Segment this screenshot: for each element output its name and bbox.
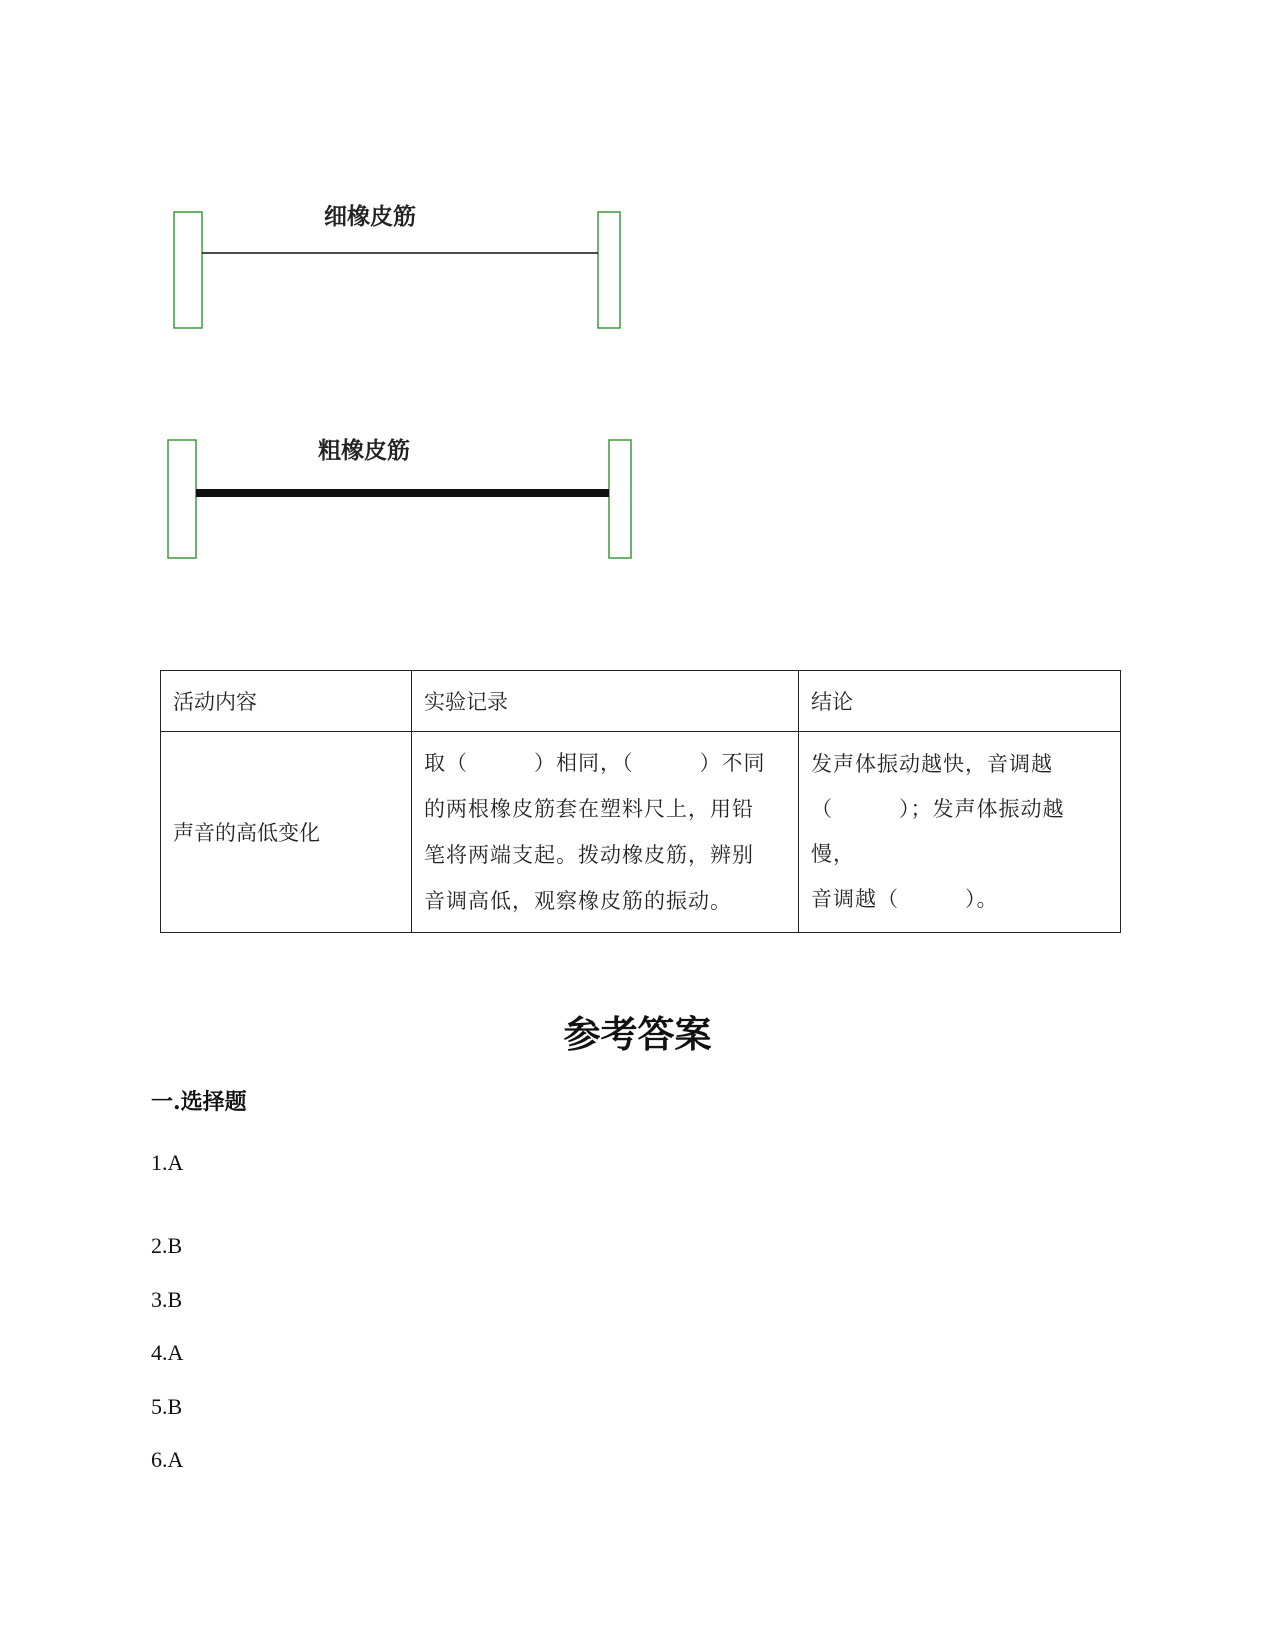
table-row (161, 732, 1121, 933)
thin-band-label: 细橡皮筋 (324, 204, 416, 230)
right-support (609, 440, 631, 558)
conclusion-line: 发声体振动越快，音调越 (811, 752, 1053, 776)
answer-item: 5.B (151, 1394, 183, 1419)
conclusion-cell (799, 732, 1121, 933)
answer-item: 6.A (151, 1447, 184, 1472)
activity-cell: 声音的高低变化 (161, 732, 412, 933)
record-cell (412, 732, 799, 933)
conclusion-line: 音调越（ ）。 (811, 887, 999, 911)
left-support (174, 212, 202, 328)
header-record: 实验记录 (412, 671, 799, 732)
table-header-row (161, 671, 1121, 732)
thick-rubber-band-figure (150, 425, 650, 575)
header-activity: 活动内容 (161, 671, 412, 732)
record-line: 笔将两端支起。拨动橡皮筋，辨别 (424, 843, 754, 867)
section-heading: 一.选择题 (151, 1089, 247, 1115)
answer-item: 2.B (151, 1233, 183, 1258)
answer-item: 1.A (151, 1150, 184, 1175)
experiment-table (160, 670, 1121, 933)
record-line: 取（ ）相同，（ ）不同 (424, 751, 766, 775)
left-support (168, 440, 196, 558)
record-line: 音调高低，观察橡皮筋的振动。 (424, 889, 732, 913)
conclusion-line: （ ）；发声体振动越慢， (811, 797, 1065, 866)
answer-item: 3.B (151, 1287, 183, 1312)
answer-item: 4.A (151, 1340, 184, 1365)
answers-title: 参考答案 (563, 1012, 712, 1056)
header-conclusion: 结论 (799, 671, 1121, 732)
right-support (598, 212, 620, 328)
thick-band-label: 粗橡皮筋 (318, 438, 410, 464)
thin-rubber-band-figure (150, 190, 650, 340)
record-line: 的两根橡皮筋套在塑料尺上，用铅 (424, 797, 754, 821)
